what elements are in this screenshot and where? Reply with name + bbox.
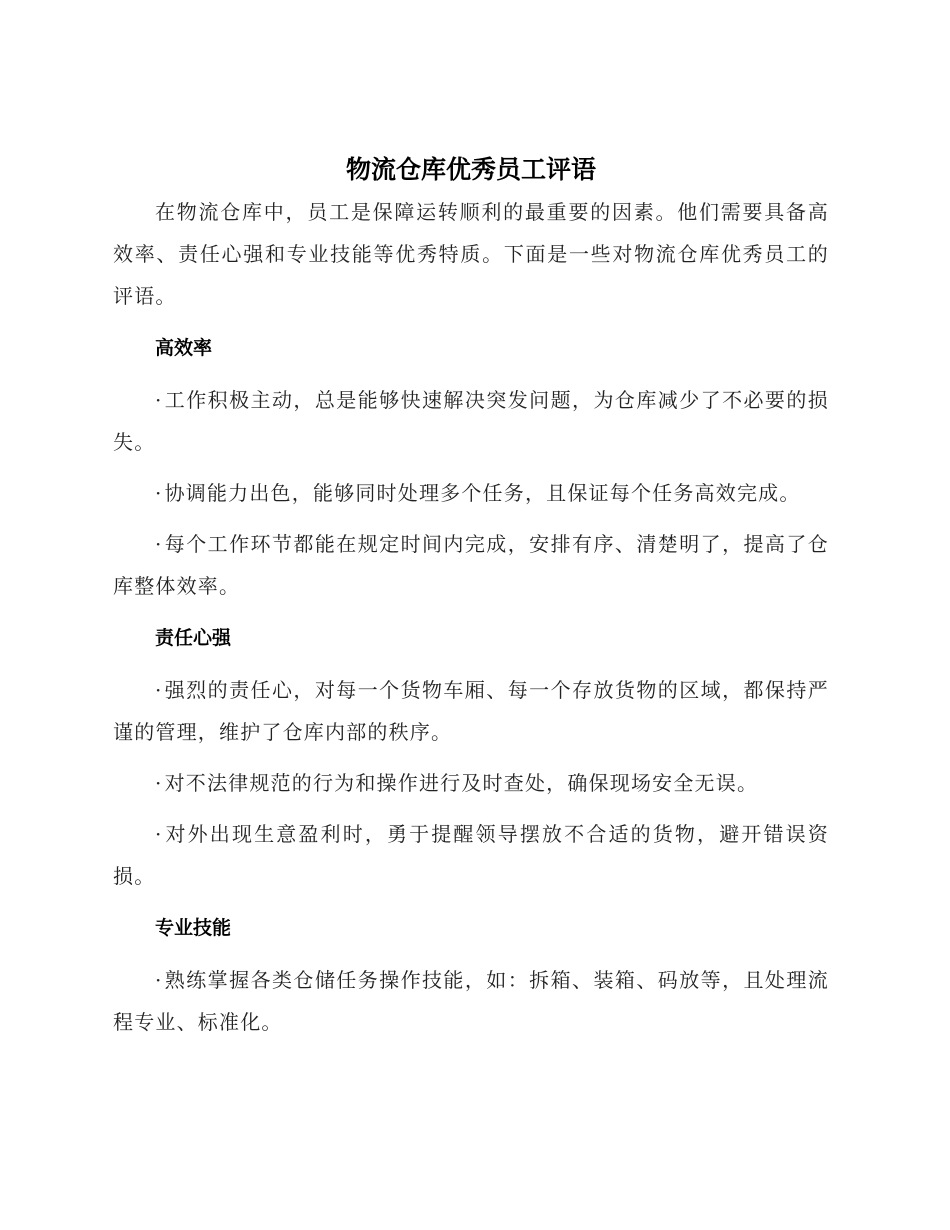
bullet-text: 熟练掌握各类仓储任务操作技能，如：拆箱、装箱、码放等，且处理流程专业、标准化。 — [113, 968, 829, 1034]
bullet-dot-icon: · — [155, 678, 163, 702]
bullet-dot-icon: · — [155, 968, 163, 992]
bullet-dot-icon: · — [155, 481, 163, 505]
section-heading: 高效率 — [155, 337, 213, 359]
intro-paragraph: 在物流仓库中，员工是保障运转顺利的最重要的因素。他们需要具备高效率、责任心强和专业技能等优秀特质。下面是一些对物流仓库优秀员工的评语。 — [113, 200, 829, 308]
bullet-item — [113, 523, 829, 607]
bullet-item — [113, 959, 829, 1043]
bullet-dot-icon: · — [155, 771, 163, 795]
bullet-item — [113, 813, 829, 897]
section-efficiency — [113, 327, 829, 607]
bullet-text: 协调能力出色，能够同时处理多个任务，且保证每个任务高效完成。 — [164, 481, 801, 505]
bullet-text: 工作积极主动，总是能够快速解决突发问题，为仓库减少了不必要的损失。 — [113, 388, 829, 454]
bullet-text: 对外出现生意盈利时，勇于提醒领导摆放不合适的货物，避开错误资损。 — [113, 822, 829, 888]
bullet-item — [113, 669, 829, 753]
bullet-dot-icon: · — [155, 388, 163, 412]
bullet-text: 对不法律规范的行为和操作进行及时查处，确保现场安全无误。 — [164, 771, 759, 795]
bullet-text: 强烈的责任心，对每一个货物车厢、每一个存放货物的区域，都保持严谨的管理，维护了仓库内部的秩序。 — [113, 678, 829, 744]
section-heading: 责任心强 — [155, 627, 232, 649]
bullet-item — [113, 762, 829, 804]
document-title: 物流仓库优秀员工评语 — [345, 155, 596, 184]
section-heading: 专业技能 — [155, 917, 232, 939]
bullet-dot-icon: · — [155, 532, 163, 556]
bullet-dot-icon: · — [155, 822, 163, 846]
section-professional-skills — [113, 907, 829, 1043]
bullet-text: 每个工作环节都能在规定时间内完成，安排有序、清楚明了，提高了仓库整体效率。 — [113, 532, 829, 598]
section-responsibility — [113, 617, 829, 897]
bullet-item — [113, 379, 829, 463]
bullet-item — [113, 472, 829, 514]
document-page — [113, 150, 829, 1052]
